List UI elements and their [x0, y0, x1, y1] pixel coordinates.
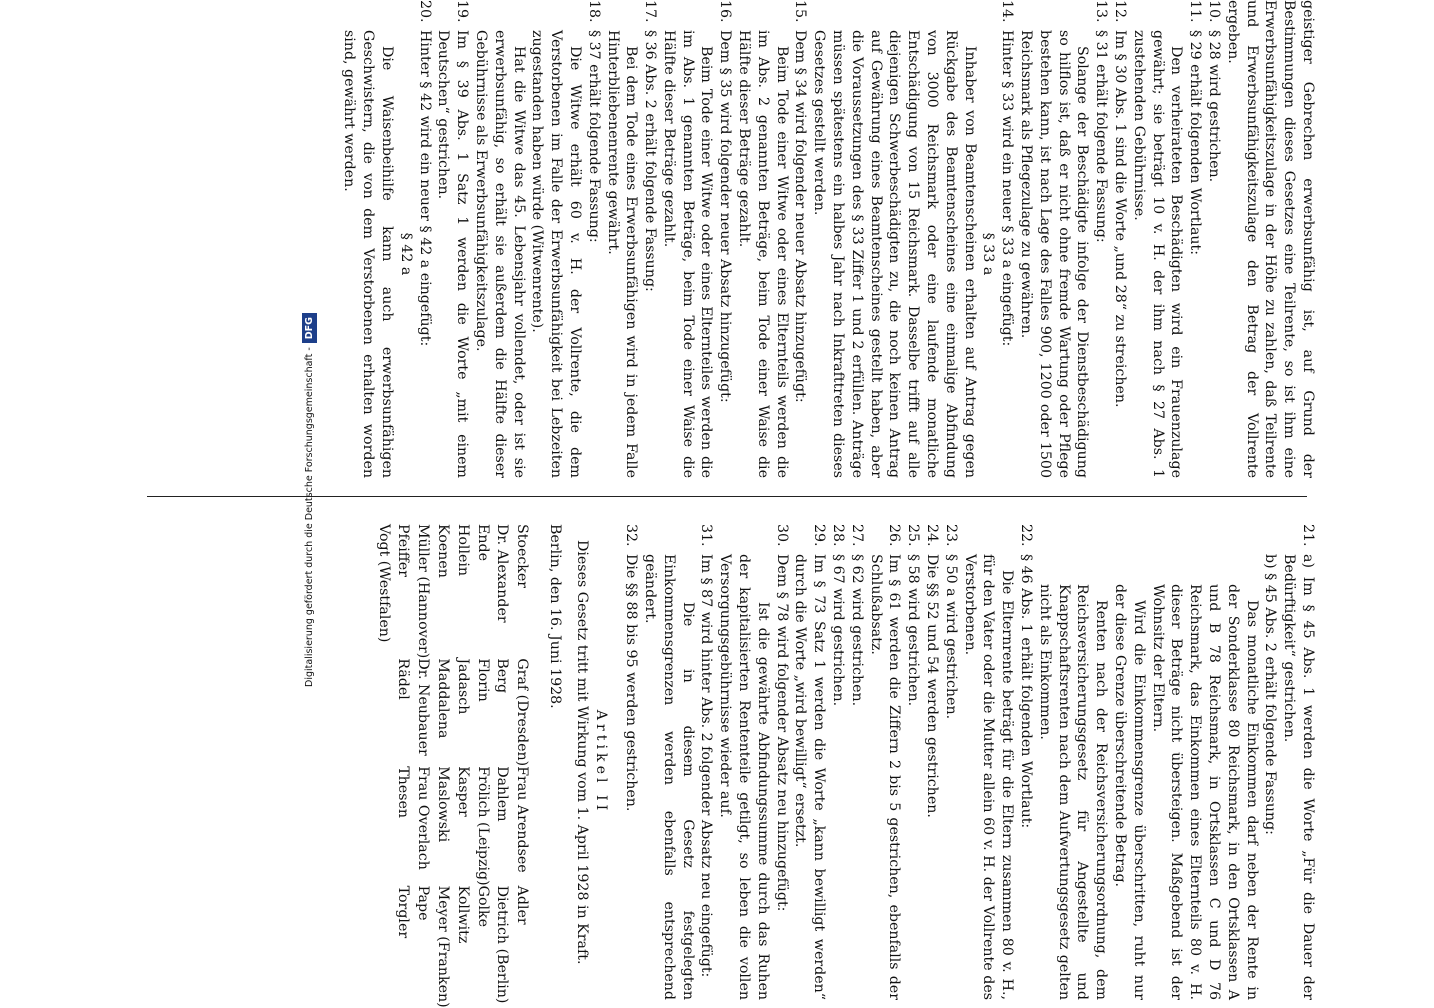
item-number: 21. [1300, 524, 1316, 547]
item-body: Die in diesem Gesetz festgelegten Einkommensgrenzen werden ebenfalls entsprechend geändert. [642, 554, 696, 1000]
signer: Maslowski [434, 766, 451, 843]
item-29 [791, 524, 829, 1000]
item-15 [734, 0, 809, 478]
date-line: Berlin, den 16. Juni 1928. [546, 524, 563, 709]
signer: Hollein [454, 524, 471, 577]
item-32 [622, 524, 641, 1000]
item-text: § 67 wird gestrichen. [830, 554, 847, 707]
item-body: Solange der Beschädigte infolge der Dienstbeschädigung so hilflos ist, daß er nicht ohne fremde Wartung oder Pflege bestehen kann, ist nach Lage des Falles 900, 1200 oder 1500 Reichsmark als Pflegezulage zu gewähren. [1018, 30, 1091, 478]
signer: Frau Overlach [415, 766, 432, 870]
continuation-text: geistiger Gebrechen erwerbsunfähig ist, auf Grund der Bestimmungen dieses Gesetzes eine Teilrente, so ist ihm eine Erwerbsunfähigkeitszulage in der Höhe zu zahlen, daß Teilrente und Erwerbsunfähigkeitszulage den Betrag der Vollrente ergeben. [1224, 0, 1316, 478]
column-divider [147, 496, 1307, 497]
rotated-document-page [77, 0, 1317, 1008]
item-text: § 50 a wird gestrichen. [942, 554, 959, 720]
item-number: 18. [585, 0, 602, 23]
item-number: 31. [698, 524, 715, 547]
item-body: Die Waisenbeihilfe kann auch erwerbsunfähigen Geschwistern, die von dem Verstorbenen erhalten worden sind, gewährt werden. [341, 30, 395, 478]
item-body: Ist die gewährte Abfindungssumme durch das Ruhen der kapitalisierten Rententeile getilgt, so leben die vollen Versorgungsgebührnisse wieder auf. [717, 554, 771, 1000]
item-body-2: Hat die Witwe das 45. Lebensjahr vollendet, oder ist sie erwerbsunfähig, so erhält sie außerdem die Hälfte dieser Gebührnisse als Erwerbsunfähigkeitszulage. [472, 30, 527, 478]
signer: Ende [474, 524, 491, 561]
item-text: Die §§ 88 bis 95 werden gestrichen. [623, 554, 640, 812]
item-number: 32. [623, 524, 640, 547]
item-26 [866, 524, 904, 1000]
item-number: 27. [848, 524, 865, 547]
item-30 [716, 524, 791, 1000]
item-number: 13. [1093, 0, 1110, 23]
item-25 [903, 524, 922, 1000]
item-24 [922, 524, 941, 1000]
item-text: Dem § 34 wird folgender neuer Absatz hinzugefügt: [792, 30, 809, 403]
item-20 [340, 0, 434, 478]
signer: Dietrich (Berlin) [494, 885, 511, 1004]
item-text: Die §§ 52 und 54 werden gestrichen. [924, 554, 941, 818]
signer: Frau Arendsee [514, 766, 531, 873]
item-body: Beim Tode einer Witwe oder eines Elternteils werden die im Abs. 2 genannten Beträge, beim Tode einer Waise die Hälfte dieser Beträge gezahlt. [736, 30, 790, 478]
item-27 [847, 524, 866, 1000]
footer-text: Digitalisierung gefördert durch die Deutsche Forschungsgemeinschaft - [304, 347, 315, 687]
signer: Thesen [395, 766, 412, 819]
signer: Florin [474, 658, 491, 702]
item-text: § 62 wird gestrichen. [848, 554, 865, 707]
signer: Golke [474, 885, 491, 928]
item-body: Bei dem Tode eines Erwerbsunfähigen wird in jedem Falle Hinterbliebenenrente gewährt. [604, 30, 640, 478]
item-21 [1035, 524, 1317, 1000]
item-text: § 37 erhält folgende Fassung: [585, 30, 602, 243]
item-number: 11. [1187, 0, 1204, 23]
item-text: Im § 30 Abs. 1 sind die Worte „und 28“ zu streichen. [1112, 30, 1129, 408]
signer: Torgler [395, 885, 412, 939]
item-body: Inhaber von Beamtenscheinen erhalten auf Antrag gegen Rückgabe des Beamtenscheines eine einmalige Abfindung von 3000 Reichsmark oder eine laufende monatliche Entschädigung von 15 Reichsmark. Dasselbe trifft auf alle diejenigen Schwerbeschädigten zu, die noch keinen Antrag auf Gewährung eines Beamtenscheines gestellt haben, aber die Voraussetzungen des § 33 Ziffer 1 und 2 erfüllen. Anträge müssen spätestens ein halbes Jahr nach Inkrafttreten dieses Gesetzes gestellt werden. [811, 30, 978, 478]
item-31 [640, 524, 715, 1000]
signer: Müller (Hannover) [415, 524, 432, 659]
item-12 [1110, 0, 1129, 478]
item-22 [960, 524, 1035, 1000]
section-heading: § 33 a [980, 232, 997, 276]
item-number: 10. [1206, 0, 1223, 23]
item-text: § 31 erhält folgende Fassung: [1093, 30, 1110, 243]
item-number: 28. [830, 524, 847, 547]
signer: Maddalena [434, 658, 451, 739]
signer: Dahlem [494, 766, 511, 822]
item-body-3: Renten nach der Reichsversicherungsordnung, dem Reichsversicherungsgesetz für Angestellte und Knappschaftsrenten nach dem Aufwertungsgesetz gelten nicht als Einkommen. [1036, 584, 1110, 1000]
item-text: § 46 Abs. 1 erhält folgenden Wortlaut: [1018, 554, 1035, 829]
item-body: Die Witwe erhält 60 v. H. der Vollrente, die dem Verstorbenen im Falle der Erwerbsunfähigkeit bei Lebzeiten zugestanden haben würde (Witwenrente). [529, 30, 583, 478]
item-17 [603, 0, 659, 478]
signer: Berg [494, 658, 511, 694]
item-number: 29. [811, 524, 828, 547]
item-number: 14. [999, 0, 1016, 23]
signer: Frölich (Leipzig) [474, 766, 491, 886]
item-body: Das monatliche Einkommen darf neben der Rente in der Sonderklasse 80 Reichsmark, in den Ortsklassen A und B 78 Reichsmark, in Ortsklassen C und D 76 Reichsmark, das Einkommen eines Elternteils 80 v. H. dieser Beträge nicht übersteigen. Maßgebend ist der Wohnsitz der Eltern. [1149, 584, 1260, 1000]
signer: Kasper [454, 766, 471, 817]
dfg-logo-icon: DFG [302, 313, 317, 343]
section-heading: § 42 a [397, 232, 414, 276]
item-number: 16. [717, 0, 734, 23]
signer: Dr. Alexander [494, 524, 511, 623]
article-heading: Artikel II [592, 709, 609, 815]
signer: Pfeiffer [395, 524, 412, 577]
item-body-2: Wird die Einkommensgrenze überschritten, ruht nur der diese Grenze überschreitende Betrag. [1112, 584, 1147, 1000]
item-text: Dem § 35 wird folgender neuer Absatz hinzugefügt: [717, 30, 734, 403]
item-text: Dem § 78 wird folgender Absatz neu hinzugefügt: [773, 554, 790, 912]
item-16 [659, 0, 734, 478]
item-19 [434, 0, 472, 478]
signer: Pape [415, 885, 432, 921]
item-10 [1204, 0, 1223, 478]
signer: Kollwitz [454, 885, 471, 944]
item-body: Beim Tode einer Witwe oder eines Elternteiles werden die im Abs. 1 genannten Beträge, beim Tode einer Waise die Hälfte dieser Beträge gezahlt. [660, 30, 715, 478]
signer: Graf (Dresden) [514, 658, 531, 767]
item-body: Den verheirateten Beschädigten wird ein Frauenzulage gewährt; sie beträgt 10 v. H. der ihm nach § 27 Abs. 1 zustehenden Gebührnisse. [1130, 30, 1185, 478]
item-11 [1129, 0, 1204, 478]
item-number: 24. [924, 524, 941, 547]
signer: Koenen [434, 524, 451, 578]
item-text: Im § 73 Satz 1 werden die Worte „kann bewilligt werden“ durch die Worte „wird bewilligt“ ersetzt. [792, 554, 828, 1000]
item-21b: b) § 45 Abs. 2 erhält folgende Fassung: [1262, 554, 1279, 835]
item-number: 17. [642, 0, 659, 23]
item-number: 26. [886, 524, 903, 547]
item-number: 15. [792, 0, 809, 23]
signer: Adler [514, 885, 531, 925]
item-text: § 36 Abs. 2 erhält folgende Fassung: [642, 30, 659, 292]
signatories [374, 524, 531, 1008]
entry-into-force: Dieses Gesetz tritt mit Wirkung vom 1. April 1928 in Kraft. [573, 540, 590, 965]
item-number: 20. [416, 0, 433, 23]
item-text: Im § 87 wird hinter Abs. 2 folgender Absatz neu eingefügt: [698, 554, 715, 978]
item-number: 22. [1018, 524, 1035, 547]
signer: Stoecker [514, 524, 531, 589]
item-number: 23. [942, 524, 959, 547]
signer: Jadasch [454, 658, 471, 715]
item-28 [828, 524, 847, 1000]
item-18 [471, 0, 603, 478]
digitization-footer [302, 0, 315, 1000]
item-text: § 58 wird gestrichen. [905, 554, 922, 707]
item-text: Hinter § 33 wird ein neuer § 33 a eingefügt: [999, 30, 1016, 347]
item-text: § 29 erhält folgenden Wortlaut: [1187, 30, 1204, 256]
signer: Meyer (Franken) [434, 885, 451, 1008]
item-text: Im § 39 Abs. 1 Satz 1 werden die Worte „mit einem Deutschen“ gestrichen. [435, 30, 471, 478]
item-23 [941, 524, 960, 1000]
item-number: 25. [905, 524, 922, 547]
signer: Vogt (Westfalen) [375, 524, 392, 643]
item-number: 12. [1112, 0, 1129, 23]
item-14 [809, 0, 1016, 478]
item-text: § 28 wird gestrichen. [1206, 30, 1223, 183]
item-body: Die Elternrente beträgt für die Eltern zusammen 80 v. H., für den Vater oder die Mutter allein 60 v. H. der Vollrente des Verstorbenen. [961, 554, 1016, 1000]
item-13 [1016, 0, 1110, 478]
item-text: Im § 61 werden die Ziffern 2 bis 5 gestrichen, ebenfalls der Schlußabsatz. [867, 554, 903, 1000]
signer: Dr. Neubauer [415, 658, 432, 756]
item-number: 30. [773, 524, 790, 547]
signer: Rädel [395, 658, 412, 700]
item-text: Hinter § 42 wird ein neuer § 42 a eingefügt: [416, 30, 433, 347]
item-21a: a) Im § 45 Abs. 1 werden die Worte „Für die Dauer der Bedürftigkeit“ gestrichen. [1281, 554, 1316, 1000]
item-number: 19. [454, 0, 471, 23]
